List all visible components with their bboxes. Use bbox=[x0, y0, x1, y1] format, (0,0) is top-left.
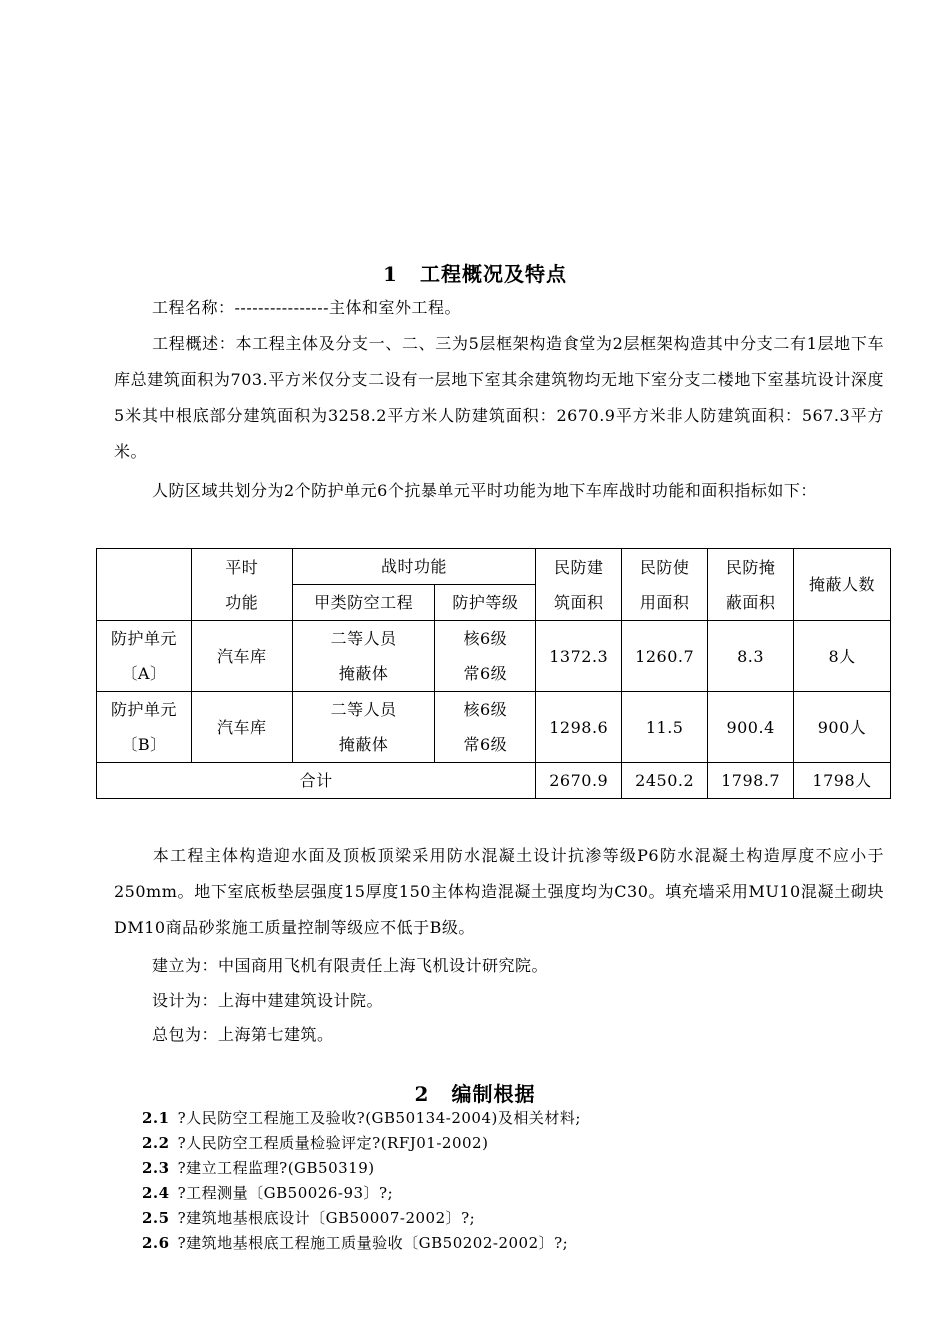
reference-number: 2.6 bbox=[142, 1234, 170, 1252]
shelter-area-cell: 8.3 bbox=[708, 621, 794, 692]
total-people-cell: 1798人 bbox=[794, 763, 891, 799]
civil-defense-text: 人防区域共划分为2个防护单元6个抗暴单元平时功能为地下车库战时功能和面积指标如下： bbox=[152, 481, 817, 500]
overview-label: 工程概述： bbox=[152, 334, 236, 353]
designer-paragraph bbox=[114, 983, 884, 1019]
section-2-title: 编制根据 bbox=[451, 1082, 536, 1106]
header-shelter-area-line1: 民防掩 bbox=[725, 557, 776, 577]
protection-level-line1: 核6级 bbox=[463, 700, 508, 719]
protection-level-line1: 核6级 bbox=[463, 629, 508, 648]
reference-list bbox=[142, 1106, 902, 1256]
unit-name-cell bbox=[97, 692, 192, 763]
header-people-cell: 掩蔽人数 bbox=[794, 549, 891, 621]
header-peacetime-line1: 平时 bbox=[225, 557, 259, 577]
shelter-area-cell: 900.4 bbox=[708, 692, 794, 763]
contractor-paragraph bbox=[114, 1017, 884, 1053]
project-name-paragraph bbox=[114, 290, 884, 326]
list-item bbox=[142, 1131, 902, 1156]
protection-level-line2: 常6级 bbox=[463, 664, 508, 683]
header-peacetime-cell bbox=[191, 549, 292, 621]
overview-text: 本工程主体及分支一、二、三为5层框架构造食堂为2层框架构造其中分支二有1层地下车库总建筑面积为703.平方米仅分支二设有一层地下室其余建筑物均无地下室分支二楼地下室基坑设计深度5米其中根底部分建筑面积为3258.2平方米人防建筑面积：2670.9平方米非人防建筑面积：567.3平方米。 bbox=[114, 334, 884, 461]
reference-text: ?建筑地基根底设计〔GB50007-2002〕?; bbox=[177, 1209, 476, 1227]
reference-number: 2.4 bbox=[142, 1184, 170, 1202]
reference-number: 2.1 bbox=[142, 1109, 170, 1127]
contractor-label: 总包为： bbox=[152, 1025, 219, 1044]
header-civil-area-line1: 民防建 bbox=[553, 557, 604, 577]
total-label-cell: 合计 bbox=[97, 763, 536, 799]
shelter-type-cell bbox=[292, 621, 435, 692]
shelter-type-line2: 掩蔽体 bbox=[338, 735, 389, 754]
protection-unit-table bbox=[96, 548, 891, 799]
total-shelter-area-cell: 1798.7 bbox=[708, 763, 794, 799]
reference-number: 2.2 bbox=[142, 1134, 170, 1152]
header-usable-area-cell bbox=[622, 549, 708, 621]
table-row bbox=[97, 692, 891, 763]
total-usable-area-cell: 2450.2 bbox=[622, 763, 708, 799]
shelter-type-cell bbox=[292, 692, 435, 763]
total-civil-area-cell: 2670.9 bbox=[536, 763, 622, 799]
project-name-value: ----------------主体和室外工程。 bbox=[234, 298, 462, 317]
overview-paragraph bbox=[114, 326, 884, 470]
header-wartime-cell: 战时功能 bbox=[292, 549, 536, 585]
header-protection-level-cell: 防护等级 bbox=[435, 585, 536, 621]
header-civil-area-line2: 筑面积 bbox=[553, 592, 604, 612]
reference-text: ?工程测量〔GB50026-93〕?; bbox=[177, 1184, 394, 1202]
header-usable-area-line2: 用面积 bbox=[639, 592, 690, 612]
people-cell: 900人 bbox=[794, 692, 891, 763]
reference-number: 2.5 bbox=[142, 1209, 170, 1227]
peacetime-cell: 汽车库 bbox=[191, 692, 292, 763]
list-item bbox=[142, 1206, 902, 1231]
builder-value: 中国商用飞机有限责任上海飞机设计研究院。 bbox=[218, 956, 549, 975]
protection-level-cell bbox=[435, 621, 536, 692]
reference-text: ?人民防空工程质量检验评定?(RFJ01-2002) bbox=[177, 1134, 489, 1152]
header-blank-cell bbox=[97, 549, 192, 621]
shelter-type-line1: 二等人员 bbox=[330, 700, 397, 719]
section-1-number: 1 bbox=[383, 262, 398, 286]
project-name-label: 工程名称： bbox=[152, 298, 235, 317]
civil-defense-paragraph bbox=[114, 473, 884, 509]
reference-text: ?建筑地基根底工程施工质量验收〔GB50202-2002〕?; bbox=[177, 1234, 569, 1252]
builder-paragraph bbox=[114, 948, 884, 984]
unit-name-line1: 防护单元 bbox=[110, 700, 177, 719]
section-1-title: 工程概况及特点 bbox=[419, 262, 567, 286]
protection-level-line2: 常6级 bbox=[463, 735, 508, 754]
unit-name-cell bbox=[97, 621, 192, 692]
list-item bbox=[142, 1156, 902, 1181]
header-shelter-area-cell bbox=[708, 549, 794, 621]
section-2-heading bbox=[0, 1078, 950, 1107]
unit-name-line2: 〔A〕 bbox=[121, 664, 167, 683]
header-peacetime-line2: 功能 bbox=[225, 592, 259, 612]
structure-text: 本工程主体构造迎水面及顶板顶梁采用防水混凝土设计抗渗等级P6防水混凝土构造厚度不应小于250mm。地下室底板垫层强度15厚度150主体构造混凝土强度均为C30。填充墙采用MU10混凝土砌块DM10商品砂浆施工质量控制等级应不低于B级。 bbox=[114, 846, 884, 937]
header-class-a-cell: 甲类防空工程 bbox=[292, 585, 435, 621]
people-cell: 8人 bbox=[794, 621, 891, 692]
structure-paragraph bbox=[114, 838, 884, 946]
unit-name-line1: 防护单元 bbox=[110, 629, 177, 648]
section-1-heading bbox=[0, 258, 950, 287]
list-item bbox=[142, 1181, 902, 1206]
header-shelter-area-line2: 蔽面积 bbox=[725, 592, 776, 612]
protection-level-cell bbox=[435, 692, 536, 763]
usable-area-cell: 1260.7 bbox=[622, 621, 708, 692]
table-row bbox=[97, 621, 891, 692]
civil-area-cell: 1372.3 bbox=[536, 621, 622, 692]
header-usable-area-line1: 民防使 bbox=[639, 557, 690, 577]
table-header-row bbox=[97, 549, 891, 585]
section-2-number: 2 bbox=[414, 1082, 430, 1106]
reference-number: 2.3 bbox=[142, 1159, 170, 1177]
shelter-type-line2: 掩蔽体 bbox=[338, 664, 389, 683]
builder-label: 建立为： bbox=[152, 956, 219, 975]
list-item bbox=[142, 1106, 902, 1131]
designer-label: 设计为： bbox=[152, 991, 219, 1010]
list-item bbox=[142, 1231, 902, 1256]
peacetime-cell: 汽车库 bbox=[191, 621, 292, 692]
header-civil-area-cell bbox=[536, 549, 622, 621]
designer-value: 上海中建建筑设计院。 bbox=[218, 991, 384, 1010]
reference-text: ?人民防空工程施工及验收?(GB50134-2004)及相关材料; bbox=[177, 1109, 581, 1127]
table-total-row bbox=[97, 763, 891, 799]
usable-area-cell: 11.5 bbox=[622, 692, 708, 763]
contractor-value: 上海第七建筑。 bbox=[218, 1025, 334, 1044]
unit-name-line2: 〔B〕 bbox=[121, 735, 167, 754]
shelter-type-line1: 二等人员 bbox=[330, 629, 397, 648]
reference-text: ?建立工程监理?(GB50319) bbox=[177, 1159, 375, 1177]
civil-area-cell: 1298.6 bbox=[536, 692, 622, 763]
